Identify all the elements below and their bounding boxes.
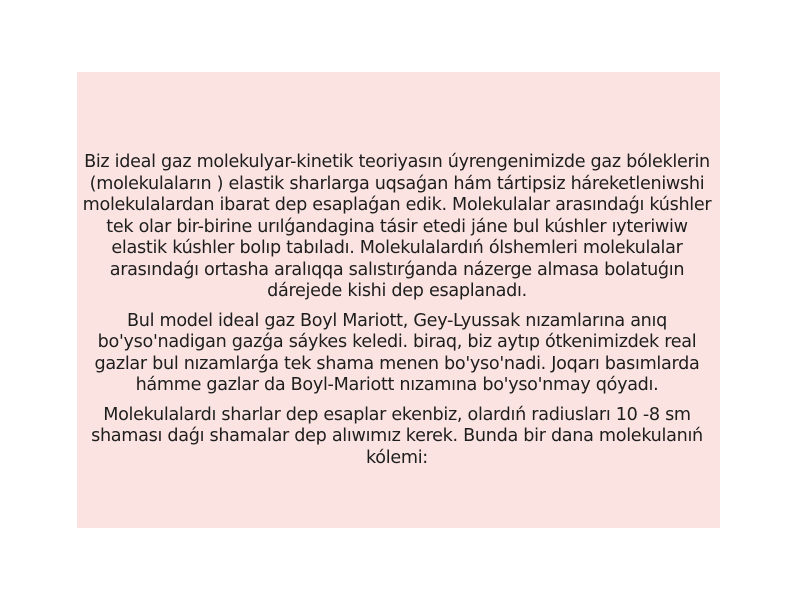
paragraph-2: Bul model ideal gaz Boyl Mariott, Gey-Lyussak nızamlarına anıq bo'yso'nadigan gazǵa sáykes keledi. biraq, biz aytıp ótkenimizdek real gazlar bul nızamlarǵa tek shama menen bo'yso'nadi. Joqarı basımlarda hámme gazlar da Boyl-Mariott nızamına bo'yso'nmay qóyadı.	[94, 310, 700, 395]
text-block	[82, 152, 712, 477]
paragraph-1: Biz ideal gaz molekulyar-kinetik teoriyasın úyrengenimizde gaz bóleklerin (molekulaların ) elastik sharlarga uqsaǵan hám tártipsiz háreketleniwshi molekulalardan ibarat dep esaplaǵan edik. Molekulalar arasındaǵı kúshler tek olar bir-birine urılǵandagina tásir etedi jáne bul kúshler ıyteriwiw elastik kúshler bolıp tabıladı. Molekulalardıń ólshemleri molekulalar arasındaǵı ortasha aralıqqa salıstırǵanda názerge almasa bolatuǵın dárejede kishi dep esaplanadı.	[82, 152, 712, 301]
paragraph-3: Molekulalardı sharlar dep esaplar ekenbiz, olardıń radiusları 10 -8 sm shaması daǵı shamalar dep alıwımız kerek. Bunda bir dana molekulanıń kólemi:	[91, 404, 703, 468]
